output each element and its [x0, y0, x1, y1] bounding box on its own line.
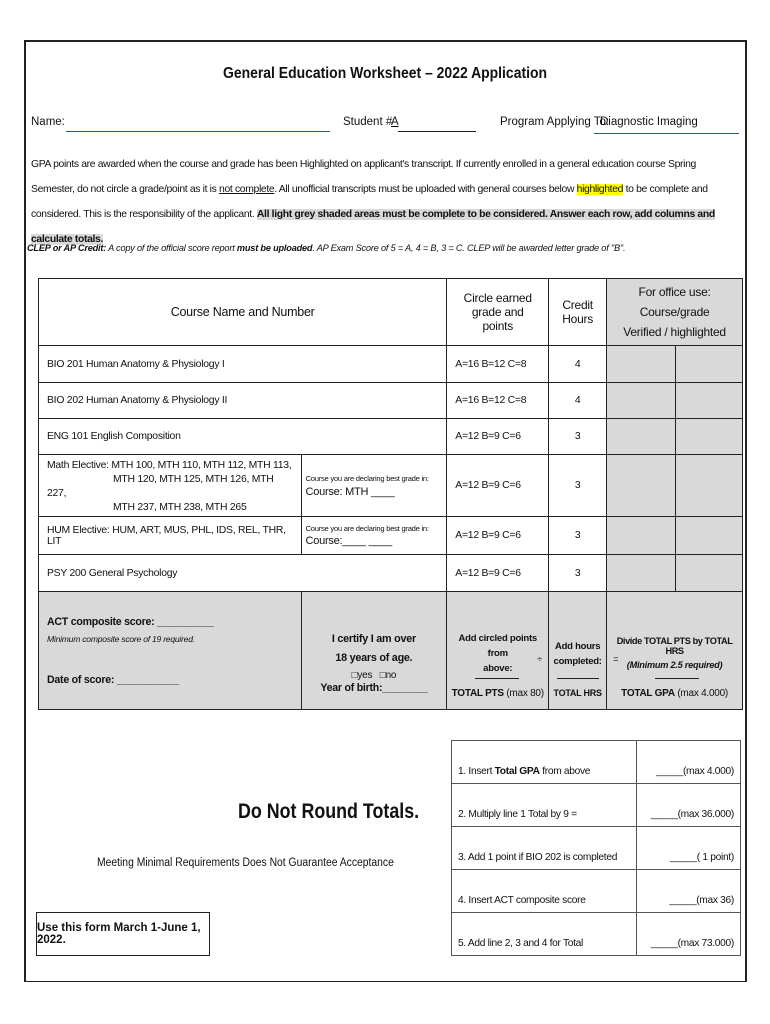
score-calculation-box [451, 740, 741, 956]
total-hours-cell[interactable]: Add hours completed: TOTAL HRS [549, 592, 607, 710]
score-line-value[interactable]: _____(max 4.000) [637, 741, 741, 784]
office-course-cell [607, 383, 676, 419]
clep-note: CLEP or AP Credit: A copy of the official score report must be uploaded. AP Exam Score of 5 = A, 4 = B, 3 = C. CLEP will be awarded letter grade of "B". [27, 243, 626, 253]
use-form-dates-box: Use this form March 1-June 1, 2022. [36, 912, 210, 956]
credit-hours: 3 [549, 455, 607, 517]
highlighted-word: highlighted [576, 184, 624, 195]
table-row [39, 517, 743, 555]
minimum-requirements-note: Meeting Minimal Requirements Does Not Guarantee Acceptance [97, 857, 394, 869]
score-line-label: 1. Insert Total GPA from above [452, 741, 637, 784]
course-name: ENG 101 English Composition [39, 419, 447, 455]
grade-points[interactable]: A=12 B=9 C=6 [447, 419, 549, 455]
page-border-right [745, 40, 747, 982]
act-score-cell[interactable]: ACT composite score: __________ Minimum composite score of 19 required. Date of score: ___________ [39, 592, 302, 710]
name-field[interactable] [66, 131, 330, 132]
credit-hours: 4 [549, 383, 607, 419]
no-checkbox[interactable]: □ [379, 670, 386, 681]
program-field[interactable] [594, 133, 739, 134]
score-line-value[interactable]: _____(max 36) [637, 870, 741, 913]
office-course-cell [607, 455, 676, 517]
score-line [452, 913, 741, 956]
student-number-label: Student # [343, 116, 393, 128]
office-course-cell [607, 517, 676, 555]
office-verified-cell [676, 383, 743, 419]
office-course-cell [607, 419, 676, 455]
course-name: PSY 200 General Psychology [39, 555, 447, 592]
declare-course-cell[interactable]: Course you are declaring best grade in: Course: MTH ____ [301, 455, 447, 517]
yes-checkbox[interactable]: □ [351, 670, 358, 681]
score-line-label: 4. Insert ACT composite score [452, 870, 637, 913]
score-line-value[interactable]: _____( 1 point) [637, 827, 741, 870]
score-line-value[interactable]: _____(max 73.000) [637, 913, 741, 956]
credit-hours: 3 [549, 419, 607, 455]
declare-course-cell[interactable]: Course you are declaring best grade in: Course:____ ____ [301, 517, 447, 555]
total-points-cell[interactable]: Add circled points from above: ÷ TOTAL PTS (max 80) [447, 592, 549, 710]
student-number-value[interactable]: A [391, 116, 399, 128]
credit-hours-header: Credit Hours [549, 279, 607, 346]
grade-points[interactable]: A=12 B=9 C=6 [447, 455, 549, 517]
grade-points[interactable]: A=16 B=12 C=8 [447, 383, 549, 419]
score-line-label: 3. Add 1 point if BIO 202 is completed [452, 827, 637, 870]
score-line-label: 5. Add line 2, 3 and 4 for Total [452, 913, 637, 956]
credit-hours: 3 [549, 555, 607, 592]
course-name: HUM Elective: HUM, ART, MUS, PHL, IDS, REL, THR, LIT [39, 517, 302, 555]
grade-points[interactable]: A=12 B=9 C=6 [447, 555, 549, 592]
office-course-cell [607, 346, 676, 383]
grade-points-header: Circle earned grade and points [447, 279, 549, 346]
total-gpa-cell[interactable]: Divide TOTAL PTS by TOTAL HRS (Minimum 2.5 required) = TOTAL GPA (max 4.000) [607, 592, 743, 710]
table-row [39, 346, 743, 383]
student-number-field[interactable] [398, 131, 476, 132]
office-use-header: For office use: Course/grade Verified / highlighted [607, 279, 743, 346]
age-certify-cell[interactable]: I certify I am over 18 years of age. □yes □no Year of birth:________ [301, 592, 447, 710]
score-line [452, 827, 741, 870]
course-name: BIO 202 Human Anatomy & Physiology II [39, 383, 447, 419]
table-row [39, 555, 743, 592]
table-row [39, 383, 743, 419]
office-verified-cell [676, 455, 743, 517]
table-row [39, 419, 743, 455]
course-header: Course Name and Number [39, 279, 447, 346]
score-line [452, 784, 741, 827]
instructions-paragraph: GPA points are awarded when the course and grade has been Highlighted on applicant's transcript. If currently enrolled in a general education course Spring Semester, do not circle a grade/point as it is not complete. All unofficial transcripts must be uploaded with general courses below highlighted to be complete and considered. This is the responsibility of the applicant. All light grey shaded areas must be complete to be considered. Answer each row, add columns and calculate totals. [31, 159, 715, 245]
score-line [452, 870, 741, 913]
course-name: Math Elective: MTH 100, MTH 110, MTH 112, MTH 113, MTH 120, MTH 125, MTH 126, MTH 227, MTH 237, MTH 238, MTH 265 [39, 455, 302, 517]
score-line [452, 741, 741, 784]
table-header-row [39, 279, 743, 346]
totals-row [39, 592, 743, 710]
course-name: BIO 201 Human Anatomy & Physiology I [39, 346, 447, 383]
worksheet-title: General Education Worksheet – 2022 Application [222, 65, 548, 82]
office-verified-cell [676, 555, 743, 592]
table-row [39, 455, 743, 517]
grade-points[interactable]: A=16 B=12 C=8 [447, 346, 549, 383]
program-value[interactable]: Diagnostic Imaging [600, 116, 698, 128]
office-verified-cell [676, 419, 743, 455]
name-label: Name: [31, 116, 65, 128]
grade-points[interactable]: A=12 B=9 C=6 [447, 517, 549, 555]
score-line-label: 2. Multiply line 1 Total by 9 = [452, 784, 637, 827]
course-table [38, 278, 743, 710]
office-course-cell [607, 555, 676, 592]
office-verified-cell [676, 517, 743, 555]
program-label: Program Applying To: [500, 116, 610, 128]
credit-hours: 4 [549, 346, 607, 383]
office-verified-cell [676, 346, 743, 383]
score-line-value[interactable]: _____(max 36.000) [637, 784, 741, 827]
credit-hours: 3 [549, 517, 607, 555]
do-not-round-notice: Do Not Round Totals. [238, 800, 420, 823]
